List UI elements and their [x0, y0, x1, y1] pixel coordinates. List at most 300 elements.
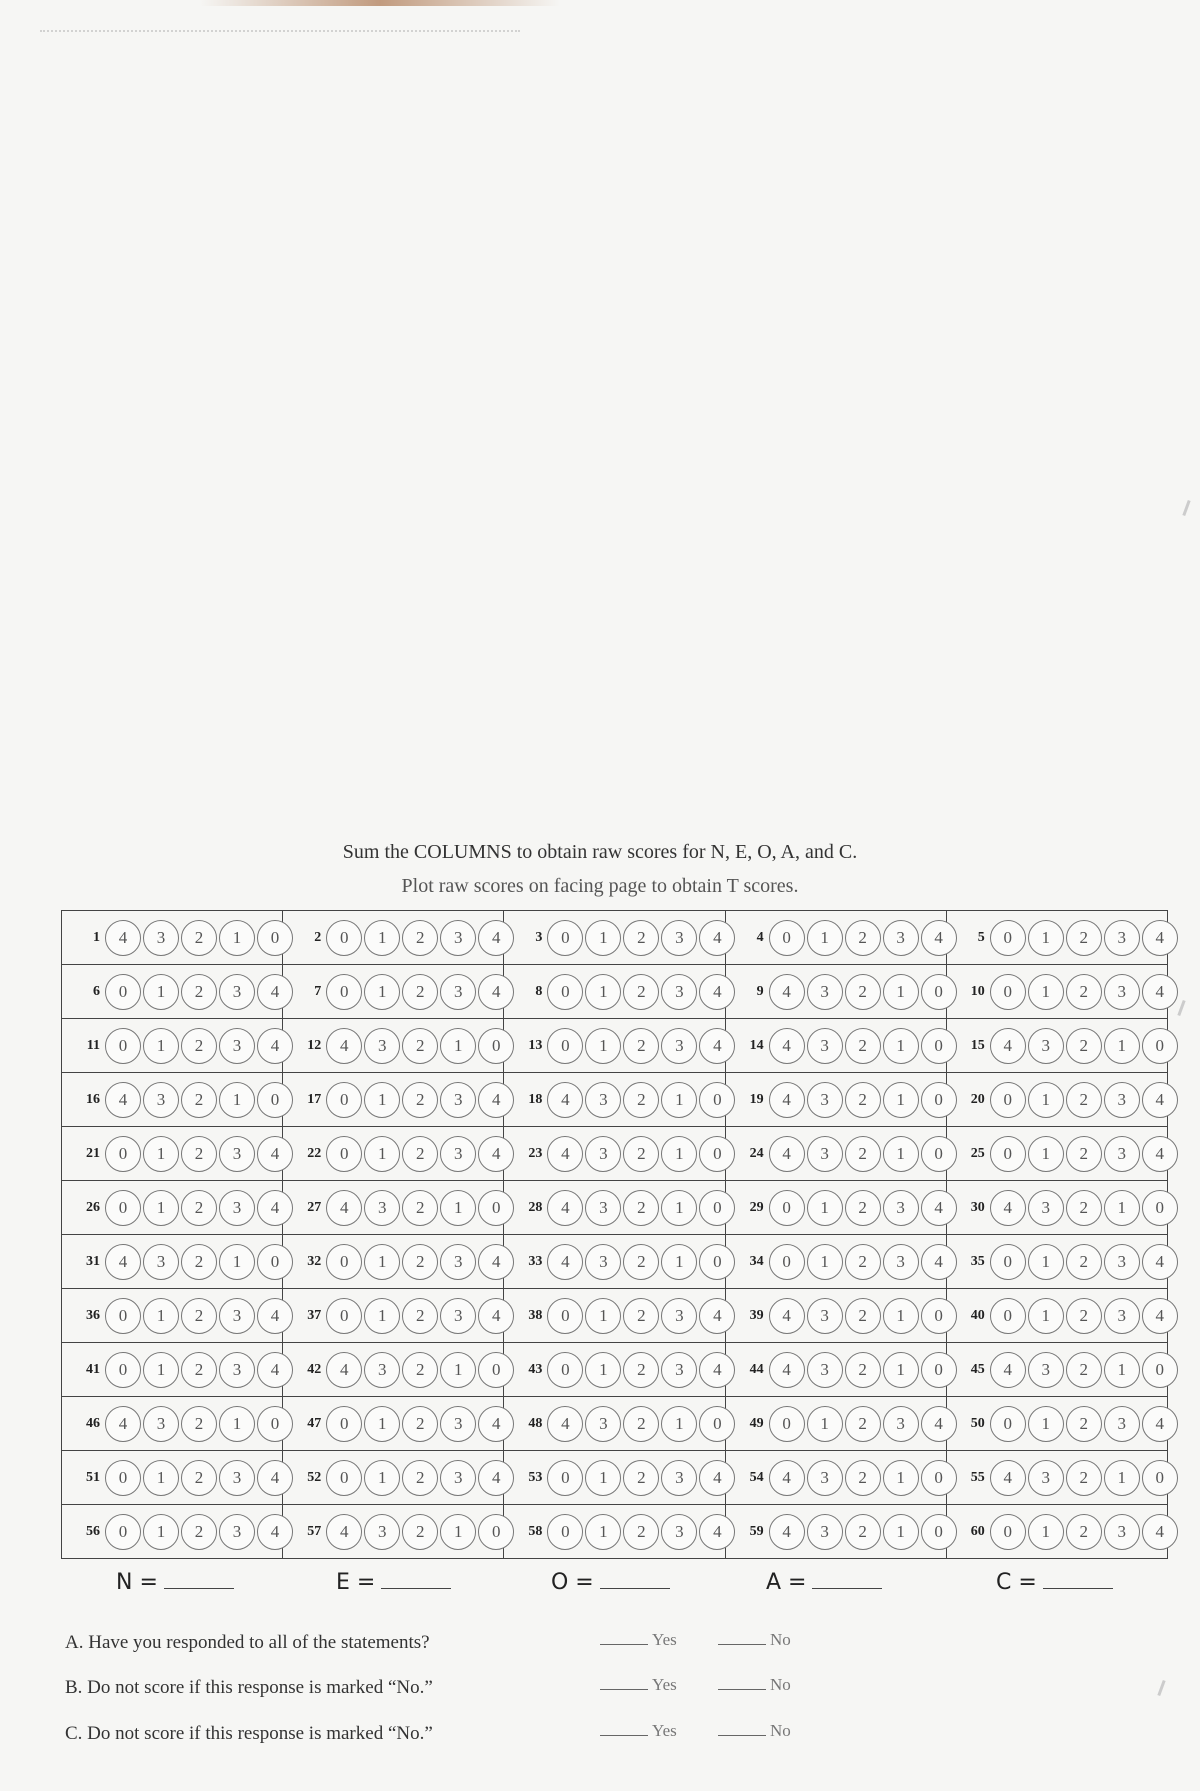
score-bubble[interactable]: 3 — [1028, 1352, 1064, 1388]
score-bubble[interactable]: 3 — [661, 1298, 697, 1334]
score-bubble[interactable]: 1 — [883, 1514, 919, 1550]
score-bubble[interactable]: 4 — [921, 1190, 957, 1226]
score-bubble[interactable]: 3 — [143, 1406, 179, 1442]
question-a-no[interactable] — [718, 1630, 791, 1650]
score-bubble[interactable]: 2 — [402, 1514, 438, 1550]
score-bubble[interactable]: 4 — [547, 1406, 583, 1442]
score-bubble[interactable]: 3 — [143, 1244, 179, 1280]
score-bubble[interactable]: 0 — [105, 974, 141, 1010]
score-bubble[interactable]: 0 — [921, 1514, 957, 1550]
score-bubble[interactable]: 1 — [585, 1028, 621, 1064]
score-bubble[interactable]: 3 — [661, 1352, 697, 1388]
score-bubble[interactable]: 2 — [845, 1406, 881, 1442]
score-bubble[interactable]: 4 — [478, 1298, 514, 1334]
score-bubble[interactable]: 4 — [478, 1460, 514, 1496]
score-bubble[interactable]: 0 — [990, 1136, 1026, 1172]
score-bubble[interactable]: 1 — [440, 1514, 476, 1550]
score-bubble[interactable]: 2 — [402, 1028, 438, 1064]
score-bubble[interactable]: 1 — [1028, 1298, 1064, 1334]
score-bubble[interactable]: 2 — [181, 1352, 217, 1388]
score-bubble[interactable]: 4 — [326, 1514, 362, 1550]
score-bubble[interactable]: 3 — [219, 1136, 255, 1172]
score-bubble[interactable]: 4 — [326, 1352, 362, 1388]
score-bubble[interactable]: 2 — [1066, 1244, 1102, 1280]
score-bubble[interactable]: 2 — [402, 1190, 438, 1226]
score-bubble[interactable]: 2 — [1066, 1298, 1102, 1334]
score-bubble[interactable]: 4 — [769, 1082, 805, 1118]
score-bubble[interactable]: 3 — [440, 1298, 476, 1334]
score-bubble[interactable]: 2 — [845, 1514, 881, 1550]
total-a-blank[interactable] — [812, 1570, 882, 1589]
score-bubble[interactable]: 4 — [257, 1028, 293, 1064]
score-bubble[interactable]: 0 — [921, 1460, 957, 1496]
score-bubble[interactable]: 0 — [990, 1082, 1026, 1118]
score-bubble[interactable]: 1 — [364, 1136, 400, 1172]
score-bubble[interactable]: 2 — [1066, 1082, 1102, 1118]
score-bubble[interactable]: 2 — [1066, 1190, 1102, 1226]
score-bubble[interactable]: 0 — [478, 1028, 514, 1064]
score-bubble[interactable]: 0 — [326, 920, 362, 956]
question-a-yes[interactable] — [600, 1630, 677, 1650]
score-bubble[interactable]: 4 — [769, 1136, 805, 1172]
score-bubble[interactable]: 4 — [769, 1514, 805, 1550]
score-bubble[interactable]: 4 — [990, 1352, 1026, 1388]
score-bubble[interactable]: 4 — [257, 1298, 293, 1334]
score-bubble[interactable]: 1 — [1104, 1190, 1140, 1226]
score-bubble[interactable]: 4 — [1142, 1082, 1178, 1118]
score-bubble[interactable]: 3 — [661, 920, 697, 956]
score-bubble[interactable]: 2 — [1066, 1406, 1102, 1442]
score-bubble[interactable]: 1 — [219, 1244, 255, 1280]
score-bubble[interactable]: 0 — [478, 1190, 514, 1226]
score-bubble[interactable]: 3 — [440, 974, 476, 1010]
score-bubble[interactable]: 1 — [143, 1136, 179, 1172]
score-bubble[interactable]: 2 — [845, 1244, 881, 1280]
score-bubble[interactable]: 1 — [585, 1514, 621, 1550]
score-bubble[interactable]: 3 — [585, 1244, 621, 1280]
score-bubble[interactable]: 0 — [1142, 1460, 1178, 1496]
score-bubble[interactable]: 2 — [181, 1082, 217, 1118]
score-bubble[interactable]: 1 — [807, 920, 843, 956]
score-bubble[interactable]: 2 — [845, 1028, 881, 1064]
score-bubble[interactable]: 2 — [181, 1406, 217, 1442]
score-bubble[interactable]: 3 — [440, 1406, 476, 1442]
score-bubble[interactable]: 0 — [921, 1082, 957, 1118]
score-bubble[interactable]: 0 — [326, 1406, 362, 1442]
score-bubble[interactable]: 0 — [921, 1136, 957, 1172]
score-bubble[interactable]: 4 — [326, 1190, 362, 1226]
score-bubble[interactable]: 2 — [1066, 974, 1102, 1010]
score-bubble[interactable]: 0 — [547, 920, 583, 956]
score-bubble[interactable]: 4 — [699, 1460, 735, 1496]
score-bubble[interactable]: 1 — [585, 1460, 621, 1496]
score-bubble[interactable]: 3 — [807, 1460, 843, 1496]
question-b-no[interactable] — [718, 1675, 791, 1695]
score-bubble[interactable]: 4 — [1142, 1136, 1178, 1172]
score-bubble[interactable]: 1 — [364, 1406, 400, 1442]
score-bubble[interactable]: 4 — [769, 1352, 805, 1388]
score-bubble[interactable]: 0 — [699, 1406, 735, 1442]
score-bubble[interactable]: 3 — [807, 1028, 843, 1064]
score-bubble[interactable]: 0 — [105, 1460, 141, 1496]
score-bubble[interactable]: 0 — [547, 1298, 583, 1334]
score-bubble[interactable]: 1 — [143, 1298, 179, 1334]
score-bubble[interactable]: 1 — [1028, 1514, 1064, 1550]
score-bubble[interactable]: 4 — [1142, 920, 1178, 956]
score-bubble[interactable]: 3 — [364, 1352, 400, 1388]
score-bubble[interactable]: 2 — [181, 974, 217, 1010]
score-bubble[interactable]: 1 — [219, 920, 255, 956]
score-bubble[interactable]: 3 — [219, 1514, 255, 1550]
score-bubble[interactable]: 3 — [807, 974, 843, 1010]
score-bubble[interactable]: 2 — [181, 1190, 217, 1226]
score-bubble[interactable]: 4 — [257, 1514, 293, 1550]
score-bubble[interactable]: 4 — [547, 1244, 583, 1280]
score-bubble[interactable]: 2 — [845, 920, 881, 956]
score-bubble[interactable]: 2 — [1066, 1352, 1102, 1388]
score-bubble[interactable]: 3 — [143, 1082, 179, 1118]
score-bubble[interactable]: 1 — [585, 920, 621, 956]
score-bubble[interactable]: 3 — [661, 1514, 697, 1550]
score-bubble[interactable]: 4 — [478, 1244, 514, 1280]
score-bubble[interactable]: 2 — [181, 1028, 217, 1064]
score-bubble[interactable]: 0 — [921, 1028, 957, 1064]
score-bubble[interactable]: 4 — [921, 1406, 957, 1442]
score-bubble[interactable]: 3 — [883, 1190, 919, 1226]
score-bubble[interactable]: 1 — [143, 1460, 179, 1496]
score-bubble[interactable]: 1 — [219, 1082, 255, 1118]
score-bubble[interactable]: 2 — [181, 1136, 217, 1172]
score-bubble[interactable]: 1 — [1028, 1136, 1064, 1172]
score-bubble[interactable]: 2 — [845, 1082, 881, 1118]
score-bubble[interactable]: 0 — [326, 1244, 362, 1280]
score-bubble[interactable]: 2 — [845, 1190, 881, 1226]
score-bubble[interactable]: 1 — [1028, 1244, 1064, 1280]
score-bubble[interactable]: 2 — [402, 1352, 438, 1388]
score-bubble[interactable]: 1 — [364, 920, 400, 956]
score-bubble[interactable]: 2 — [845, 1460, 881, 1496]
score-bubble[interactable]: 0 — [547, 1514, 583, 1550]
score-bubble[interactable]: 0 — [921, 974, 957, 1010]
score-bubble[interactable]: 1 — [883, 1136, 919, 1172]
score-bubble[interactable]: 4 — [257, 974, 293, 1010]
score-bubble[interactable]: 2 — [623, 1460, 659, 1496]
score-bubble[interactable]: 4 — [478, 920, 514, 956]
score-bubble[interactable]: 4 — [699, 1298, 735, 1334]
score-bubble[interactable]: 0 — [1142, 1028, 1178, 1064]
score-bubble[interactable]: 2 — [1066, 1136, 1102, 1172]
score-bubble[interactable]: 2 — [623, 1082, 659, 1118]
score-bubble[interactable]: 1 — [143, 974, 179, 1010]
total-n-blank[interactable] — [164, 1570, 234, 1589]
score-bubble[interactable]: 3 — [1104, 1514, 1140, 1550]
score-bubble[interactable]: 3 — [807, 1298, 843, 1334]
score-bubble[interactable]: 2 — [623, 1190, 659, 1226]
score-bubble[interactable]: 1 — [1104, 1028, 1140, 1064]
score-bubble[interactable]: 4 — [990, 1028, 1026, 1064]
score-bubble[interactable]: 1 — [440, 1352, 476, 1388]
score-bubble[interactable]: 1 — [440, 1028, 476, 1064]
score-bubble[interactable]: 4 — [257, 1190, 293, 1226]
score-bubble[interactable]: 3 — [807, 1352, 843, 1388]
score-bubble[interactable]: 2 — [623, 1244, 659, 1280]
score-bubble[interactable]: 4 — [257, 1460, 293, 1496]
score-bubble[interactable]: 4 — [699, 1028, 735, 1064]
score-bubble[interactable]: 1 — [883, 1082, 919, 1118]
score-bubble[interactable]: 0 — [921, 1298, 957, 1334]
score-bubble[interactable]: 4 — [105, 920, 141, 956]
score-bubble[interactable]: 2 — [623, 1028, 659, 1064]
score-bubble[interactable]: 2 — [623, 1298, 659, 1334]
score-bubble[interactable]: 0 — [769, 1244, 805, 1280]
score-bubble[interactable]: 2 — [402, 974, 438, 1010]
score-bubble[interactable]: 2 — [623, 920, 659, 956]
score-bubble[interactable]: 1 — [143, 1028, 179, 1064]
score-bubble[interactable]: 0 — [326, 974, 362, 1010]
score-bubble[interactable]: 4 — [699, 920, 735, 956]
score-bubble[interactable]: 1 — [364, 1244, 400, 1280]
score-bubble[interactable]: 3 — [219, 1460, 255, 1496]
score-bubble[interactable]: 4 — [769, 1298, 805, 1334]
score-bubble[interactable]: 1 — [1104, 1460, 1140, 1496]
score-bubble[interactable]: 3 — [883, 920, 919, 956]
score-bubble[interactable]: 4 — [699, 1514, 735, 1550]
score-bubble[interactable]: 4 — [769, 1028, 805, 1064]
score-bubble[interactable]: 3 — [440, 920, 476, 956]
score-bubble[interactable]: 2 — [402, 1460, 438, 1496]
score-bubble[interactable]: 1 — [883, 974, 919, 1010]
score-bubble[interactable]: 3 — [807, 1136, 843, 1172]
score-bubble[interactable]: 4 — [257, 1136, 293, 1172]
score-bubble[interactable]: 3 — [440, 1082, 476, 1118]
score-bubble[interactable]: 3 — [1028, 1028, 1064, 1064]
score-bubble[interactable]: 2 — [1066, 920, 1102, 956]
score-bubble[interactable]: 0 — [105, 1190, 141, 1226]
score-bubble[interactable]: 4 — [1142, 1514, 1178, 1550]
score-bubble[interactable]: 2 — [845, 974, 881, 1010]
score-bubble[interactable]: 1 — [883, 1028, 919, 1064]
score-bubble[interactable]: 3 — [1104, 1244, 1140, 1280]
score-bubble[interactable]: 0 — [699, 1082, 735, 1118]
score-bubble[interactable]: 0 — [326, 1460, 362, 1496]
score-bubble[interactable]: 0 — [547, 1460, 583, 1496]
score-bubble[interactable]: 2 — [181, 920, 217, 956]
score-bubble[interactable]: 3 — [1104, 974, 1140, 1010]
score-bubble[interactable]: 0 — [699, 1136, 735, 1172]
score-bubble[interactable]: 1 — [661, 1190, 697, 1226]
score-bubble[interactable]: 0 — [990, 974, 1026, 1010]
score-bubble[interactable]: 1 — [661, 1244, 697, 1280]
score-bubble[interactable]: 4 — [105, 1244, 141, 1280]
score-bubble[interactable]: 4 — [105, 1406, 141, 1442]
score-bubble[interactable]: 3 — [585, 1406, 621, 1442]
score-bubble[interactable]: 0 — [547, 1352, 583, 1388]
score-bubble[interactable]: 3 — [219, 1298, 255, 1334]
score-bubble[interactable]: 1 — [661, 1082, 697, 1118]
score-bubble[interactable]: 1 — [807, 1244, 843, 1280]
score-bubble[interactable]: 3 — [661, 974, 697, 1010]
total-o-blank[interactable] — [600, 1570, 670, 1589]
score-bubble[interactable]: 3 — [807, 1082, 843, 1118]
score-bubble[interactable]: 3 — [661, 1028, 697, 1064]
score-bubble[interactable]: 2 — [845, 1136, 881, 1172]
score-bubble[interactable]: 2 — [402, 1244, 438, 1280]
score-bubble[interactable]: 4 — [921, 1244, 957, 1280]
score-bubble[interactable]: 0 — [990, 1298, 1026, 1334]
score-bubble[interactable]: 2 — [623, 1352, 659, 1388]
score-bubble[interactable]: 4 — [1142, 1298, 1178, 1334]
score-bubble[interactable]: 0 — [547, 974, 583, 1010]
score-bubble[interactable]: 1 — [883, 1460, 919, 1496]
score-bubble[interactable]: 1 — [143, 1514, 179, 1550]
score-bubble[interactable]: 1 — [585, 1298, 621, 1334]
score-bubble[interactable]: 4 — [547, 1082, 583, 1118]
score-bubble[interactable]: 2 — [623, 974, 659, 1010]
score-bubble[interactable]: 0 — [257, 1406, 293, 1442]
score-bubble[interactable]: 3 — [883, 1406, 919, 1442]
score-bubble[interactable]: 2 — [845, 1298, 881, 1334]
score-bubble[interactable]: 3 — [219, 1190, 255, 1226]
score-bubble[interactable]: 4 — [478, 1082, 514, 1118]
score-bubble[interactable]: 3 — [1104, 1082, 1140, 1118]
score-bubble[interactable]: 1 — [1028, 974, 1064, 1010]
score-bubble[interactable]: 2 — [1066, 1514, 1102, 1550]
score-bubble[interactable]: 3 — [440, 1244, 476, 1280]
score-bubble[interactable]: 1 — [883, 1352, 919, 1388]
score-bubble[interactable]: 0 — [769, 1406, 805, 1442]
score-bubble[interactable]: 2 — [623, 1136, 659, 1172]
total-c-blank[interactable] — [1043, 1570, 1113, 1589]
score-bubble[interactable]: 3 — [883, 1244, 919, 1280]
score-bubble[interactable]: 4 — [478, 974, 514, 1010]
score-bubble[interactable]: 3 — [1104, 920, 1140, 956]
score-bubble[interactable]: 1 — [661, 1406, 697, 1442]
question-c-no[interactable] — [718, 1721, 791, 1741]
score-bubble[interactable]: 3 — [1104, 1298, 1140, 1334]
score-bubble[interactable]: 1 — [364, 1298, 400, 1334]
score-bubble[interactable]: 4 — [547, 1190, 583, 1226]
score-bubble[interactable]: 3 — [219, 974, 255, 1010]
score-bubble[interactable]: 2 — [623, 1406, 659, 1442]
score-bubble[interactable]: 0 — [699, 1190, 735, 1226]
score-bubble[interactable]: 2 — [1066, 1460, 1102, 1496]
score-bubble[interactable]: 3 — [219, 1352, 255, 1388]
score-bubble[interactable]: 0 — [257, 920, 293, 956]
score-bubble[interactable]: 1 — [883, 1298, 919, 1334]
score-bubble[interactable]: 2 — [181, 1244, 217, 1280]
score-bubble[interactable]: 2 — [181, 1298, 217, 1334]
score-bubble[interactable]: 3 — [585, 1136, 621, 1172]
score-bubble[interactable]: 4 — [257, 1352, 293, 1388]
score-bubble[interactable]: 1 — [364, 974, 400, 1010]
score-bubble[interactable]: 3 — [807, 1514, 843, 1550]
score-bubble[interactable]: 0 — [105, 1514, 141, 1550]
score-bubble[interactable]: 2 — [402, 1298, 438, 1334]
score-bubble[interactable]: 3 — [1028, 1190, 1064, 1226]
score-bubble[interactable]: 3 — [585, 1082, 621, 1118]
score-bubble[interactable]: 4 — [699, 974, 735, 1010]
score-bubble[interactable]: 0 — [1142, 1352, 1178, 1388]
score-bubble[interactable]: 1 — [364, 1082, 400, 1118]
score-bubble[interactable]: 3 — [364, 1028, 400, 1064]
score-bubble[interactable]: 4 — [1142, 1244, 1178, 1280]
score-bubble[interactable]: 4 — [478, 1136, 514, 1172]
score-bubble[interactable]: 4 — [990, 1190, 1026, 1226]
score-bubble[interactable]: 0 — [105, 1028, 141, 1064]
score-bubble[interactable]: 0 — [1142, 1190, 1178, 1226]
score-bubble[interactable]: 3 — [1104, 1406, 1140, 1442]
score-bubble[interactable]: 1 — [143, 1352, 179, 1388]
score-bubble[interactable]: 1 — [143, 1190, 179, 1226]
score-bubble[interactable]: 0 — [769, 1190, 805, 1226]
score-bubble[interactable]: 4 — [1142, 974, 1178, 1010]
score-bubble[interactable]: 0 — [326, 1082, 362, 1118]
score-bubble[interactable]: 1 — [807, 1406, 843, 1442]
score-bubble[interactable]: 1 — [1104, 1352, 1140, 1388]
score-bubble[interactable]: 0 — [105, 1352, 141, 1388]
score-bubble[interactable]: 0 — [990, 1514, 1026, 1550]
score-bubble[interactable]: 3 — [143, 920, 179, 956]
score-bubble[interactable]: 0 — [478, 1352, 514, 1388]
score-bubble[interactable]: 0 — [921, 1352, 957, 1388]
score-bubble[interactable]: 2 — [402, 1406, 438, 1442]
score-bubble[interactable]: 0 — [105, 1136, 141, 1172]
score-bubble[interactable]: 4 — [478, 1406, 514, 1442]
score-bubble[interactable]: 4 — [326, 1028, 362, 1064]
score-bubble[interactable]: 2 — [623, 1514, 659, 1550]
score-bubble[interactable]: 2 — [181, 1460, 217, 1496]
score-bubble[interactable]: 0 — [769, 920, 805, 956]
score-bubble[interactable]: 1 — [364, 1460, 400, 1496]
score-bubble[interactable]: 0 — [326, 1136, 362, 1172]
score-bubble[interactable]: 4 — [699, 1352, 735, 1388]
score-bubble[interactable]: 1 — [807, 1190, 843, 1226]
score-bubble[interactable]: 4 — [769, 974, 805, 1010]
score-bubble[interactable]: 2 — [402, 1082, 438, 1118]
score-bubble[interactable]: 2 — [845, 1352, 881, 1388]
score-bubble[interactable]: 0 — [257, 1082, 293, 1118]
score-bubble[interactable]: 1 — [1028, 1406, 1064, 1442]
score-bubble[interactable]: 3 — [585, 1190, 621, 1226]
score-bubble[interactable]: 3 — [364, 1190, 400, 1226]
score-bubble[interactable]: 3 — [1028, 1460, 1064, 1496]
score-bubble[interactable]: 1 — [585, 1352, 621, 1388]
score-bubble[interactable]: 3 — [661, 1460, 697, 1496]
score-bubble[interactable]: 2 — [1066, 1028, 1102, 1064]
score-bubble[interactable]: 2 — [181, 1514, 217, 1550]
score-bubble[interactable]: 0 — [547, 1028, 583, 1064]
score-bubble[interactable]: 4 — [105, 1082, 141, 1118]
score-bubble[interactable]: 0 — [257, 1244, 293, 1280]
score-bubble[interactable]: 3 — [219, 1028, 255, 1064]
score-bubble[interactable]: 1 — [661, 1136, 697, 1172]
total-e-blank[interactable] — [381, 1570, 451, 1589]
score-bubble[interactable]: 0 — [105, 1298, 141, 1334]
score-bubble[interactable]: 3 — [440, 1460, 476, 1496]
score-bubble[interactable]: 1 — [1028, 920, 1064, 956]
score-bubble[interactable]: 3 — [364, 1514, 400, 1550]
score-bubble[interactable]: 0 — [990, 1244, 1026, 1280]
score-bubble[interactable]: 3 — [1104, 1136, 1140, 1172]
score-bubble[interactable]: 4 — [990, 1460, 1026, 1496]
score-bubble[interactable]: 0 — [990, 1406, 1026, 1442]
score-bubble[interactable]: 0 — [699, 1244, 735, 1280]
score-bubble[interactable]: 1 — [1028, 1082, 1064, 1118]
score-bubble[interactable]: 0 — [478, 1514, 514, 1550]
score-bubble[interactable]: 1 — [585, 974, 621, 1010]
score-bubble[interactable]: 0 — [326, 1298, 362, 1334]
score-bubble[interactable]: 2 — [402, 1136, 438, 1172]
